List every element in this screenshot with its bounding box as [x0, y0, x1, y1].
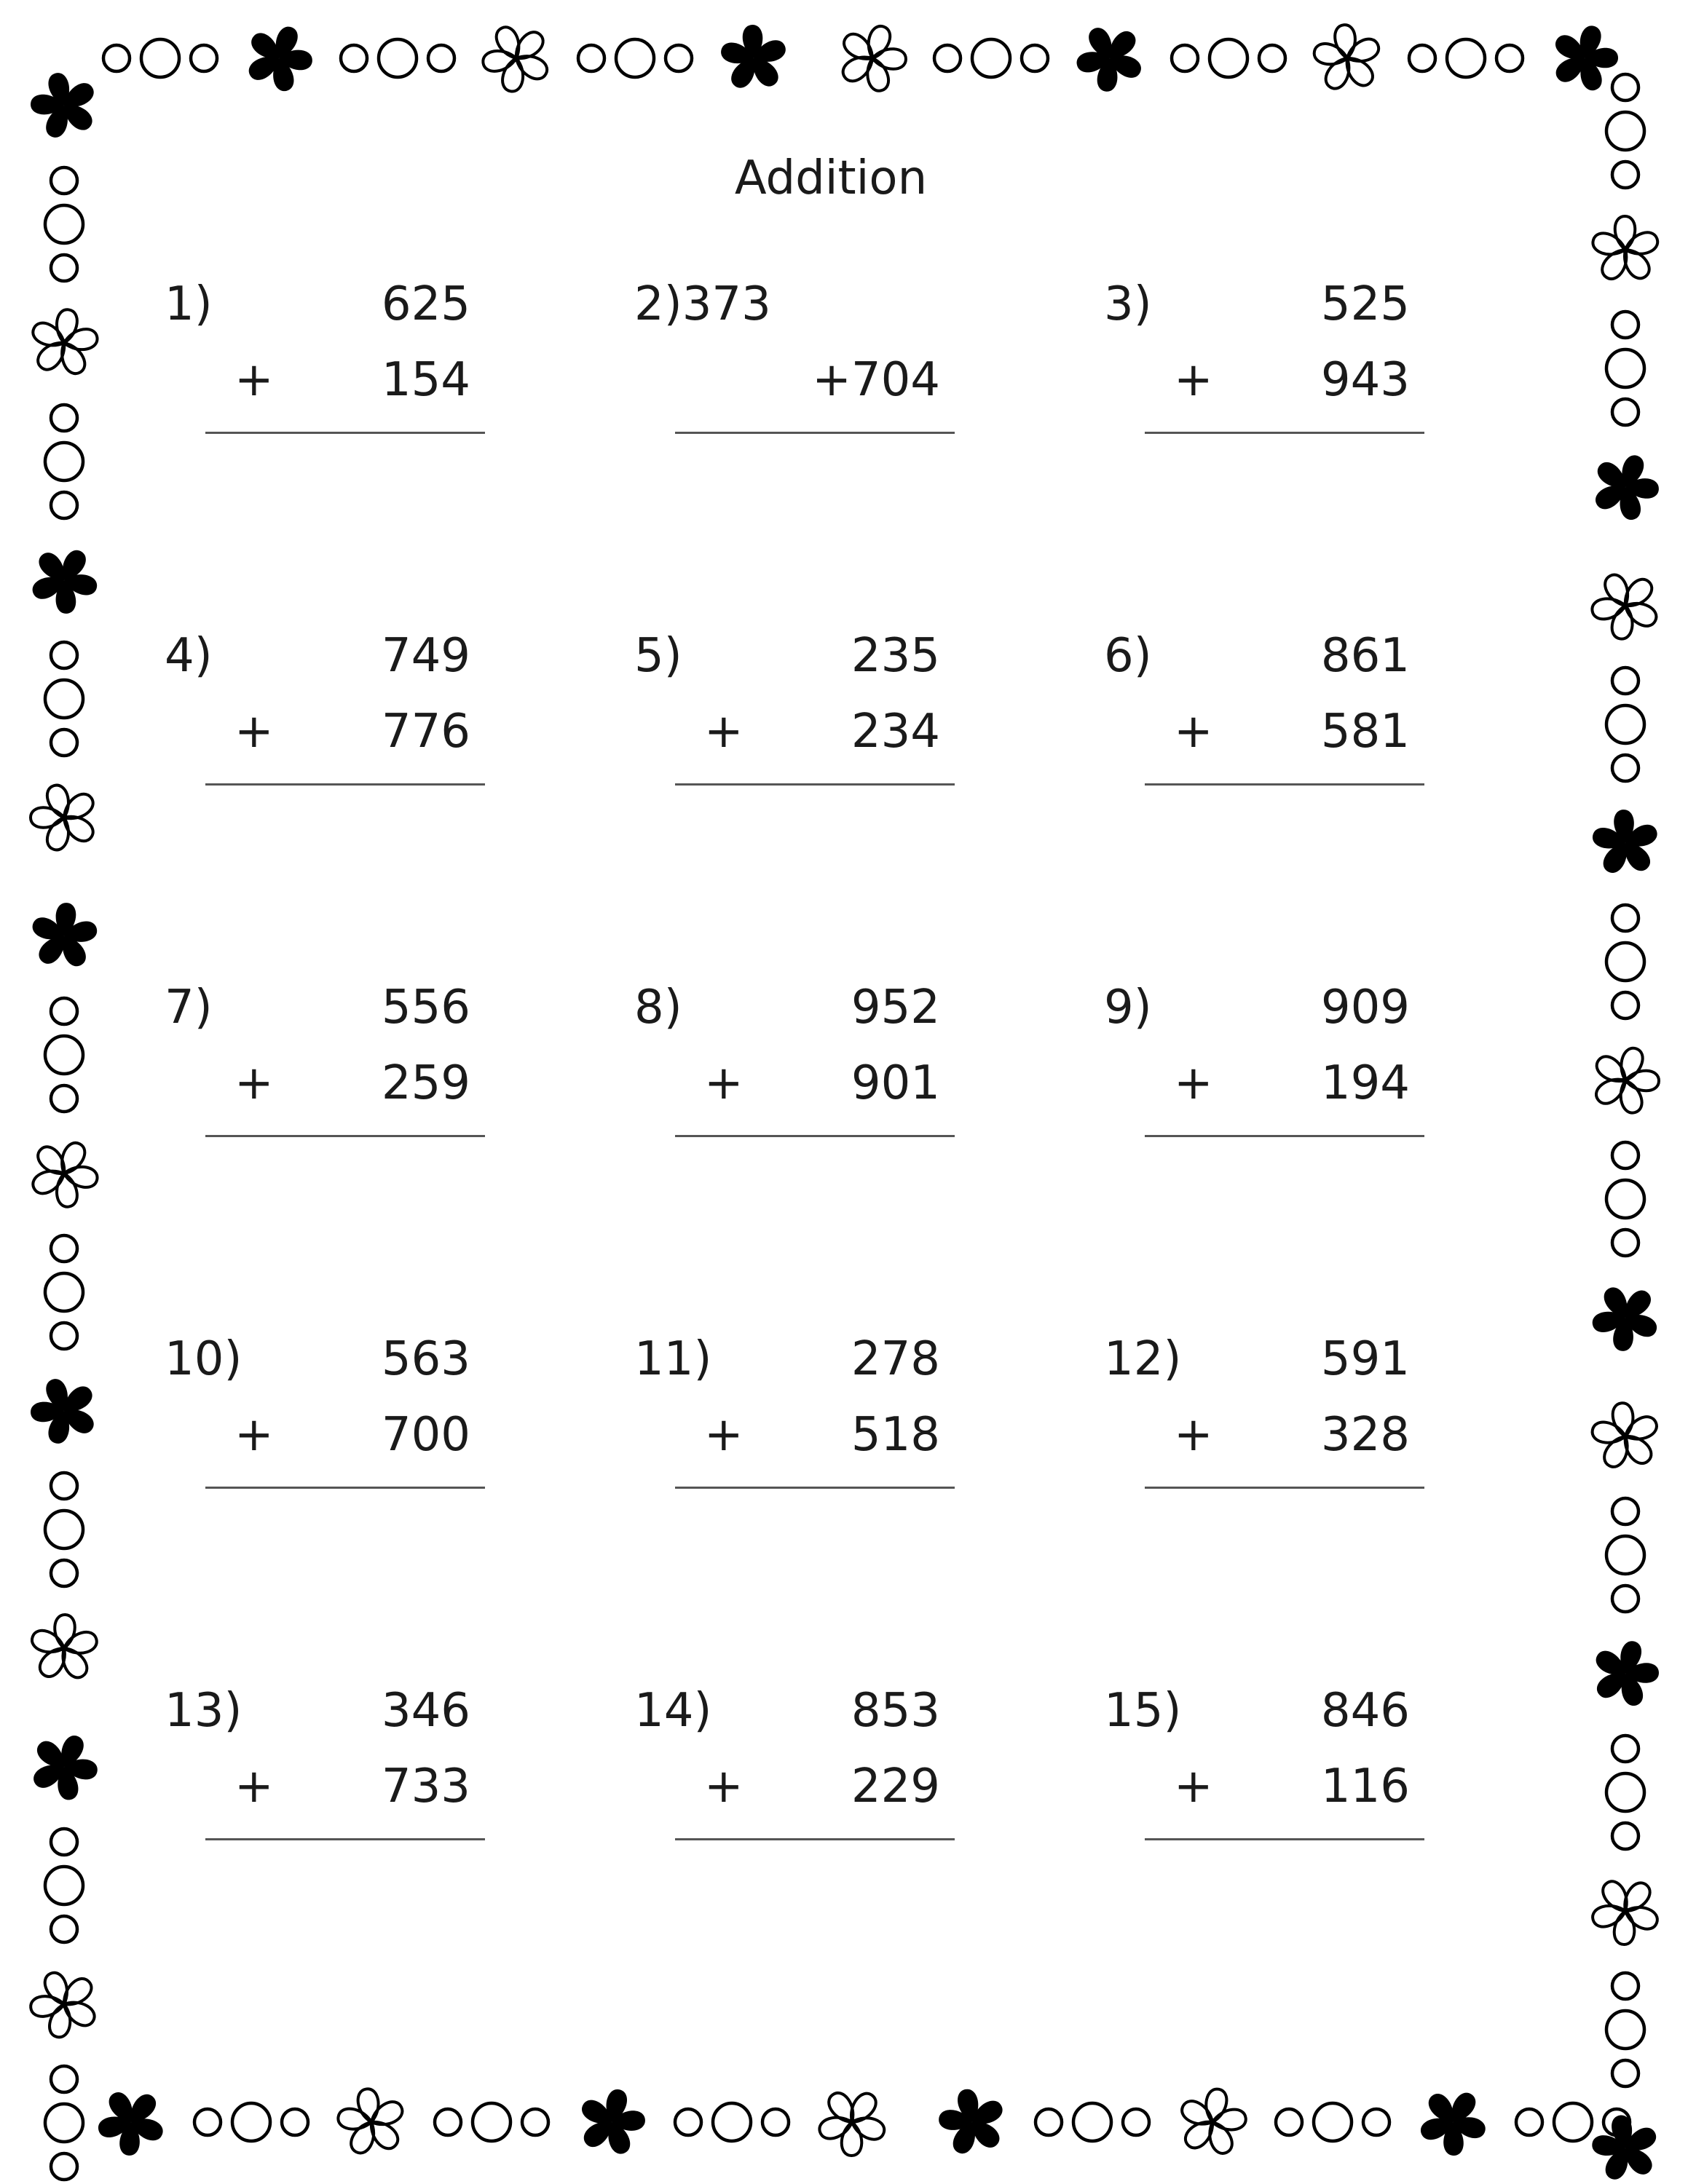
- answer-line[interactable]: [1145, 432, 1424, 434]
- circle-outline-icon: [1612, 1142, 1638, 1168]
- second-addend: 704: [851, 353, 940, 407]
- answer-line[interactable]: [1145, 1838, 1424, 1840]
- second-addend: 518: [851, 1408, 940, 1462]
- flower-solid-icon: [234, 14, 324, 103]
- circle-outline-icon: [45, 443, 83, 480]
- circle-outline-icon: [1276, 2109, 1302, 2135]
- circle-outline-icon: [1606, 705, 1644, 743]
- flower-solid-icon: [1062, 10, 1158, 106]
- circle-outline-icon: [1606, 349, 1644, 387]
- circle-outline-icon: [1606, 112, 1644, 150]
- circle-outline-icon: [45, 1036, 83, 1074]
- answer-line[interactable]: [1145, 1135, 1424, 1137]
- flower-outline-icon: [326, 2076, 417, 2168]
- circle-outline-icon: [1073, 2103, 1111, 2141]
- plus-sign: +: [704, 1760, 744, 1813]
- circle-outline-icon: [428, 45, 454, 71]
- circle-outline-icon: [51, 2066, 77, 2092]
- plus-sign: +: [234, 1056, 274, 1110]
- flower-outline-icon: [1172, 2083, 1253, 2161]
- circle-outline-icon: [713, 2103, 751, 2141]
- second-addend: 901: [851, 1056, 940, 1110]
- problem-number-and-first-addend: [634, 275, 771, 333]
- flower-solid-icon: [569, 2081, 653, 2163]
- circle-outline-icon: [45, 1511, 83, 1548]
- answer-line[interactable]: [675, 1487, 955, 1489]
- plus-sign: +: [1174, 353, 1213, 407]
- plus-sign: +: [704, 1056, 744, 1110]
- problem-10: [165, 1330, 470, 1548]
- problem-number: 8): [634, 981, 682, 1034]
- flower-outline-icon: [1582, 1037, 1670, 1123]
- problem-number: 11): [634, 1332, 712, 1386]
- flower-outline-icon: [17, 769, 111, 865]
- problem-number: 14): [634, 1684, 712, 1738]
- second-addend: 943: [1320, 353, 1410, 407]
- first-addend: 749: [381, 629, 470, 683]
- circle-outline-icon: [1606, 1773, 1644, 1811]
- second-addend: 328: [1320, 1408, 1410, 1462]
- circle-outline-icon: [51, 1829, 77, 1855]
- flower-solid-icon: [17, 58, 111, 153]
- circle-outline-icon: [51, 642, 77, 668]
- problem-4: [165, 627, 470, 845]
- plus-sign: +: [234, 353, 274, 407]
- first-addend: 278: [851, 1332, 940, 1386]
- flower-outline-icon: [17, 1128, 111, 1219]
- circle-outline-icon: [1210, 39, 1247, 77]
- circle-outline-icon: [191, 45, 217, 71]
- flower-solid-icon: [926, 2075, 1019, 2169]
- problem-number: 3): [1104, 277, 1152, 331]
- flower-solid-icon: [17, 1363, 112, 1459]
- circle-outline-icon: [666, 45, 692, 71]
- second-addend: 116: [1320, 1760, 1410, 1813]
- second-addend: 259: [381, 1056, 470, 1110]
- problem-number: 2): [634, 277, 682, 331]
- circle-outline-icon: [1022, 45, 1048, 71]
- circle-outline-icon: [1612, 1498, 1638, 1524]
- circle-outline-icon: [232, 2103, 270, 2141]
- problem-7: [165, 978, 470, 1197]
- circle-outline-icon: [51, 492, 77, 518]
- first-addend: 563: [381, 1332, 470, 1386]
- circle-outline-icon: [51, 1560, 77, 1586]
- circle-outline-icon: [1259, 45, 1285, 71]
- circle-outline-icon: [522, 2109, 548, 2135]
- answer-line[interactable]: [205, 1135, 485, 1137]
- circle-outline-icon: [1612, 992, 1638, 1018]
- first-addend: 909: [1320, 981, 1410, 1034]
- plus-sign: +: [234, 1408, 274, 1462]
- circle-outline-icon: [1612, 2060, 1638, 2086]
- circle-outline-icon: [934, 45, 961, 71]
- circle-outline-icon: [1123, 2109, 1149, 2135]
- problem-9: [1104, 978, 1410, 1197]
- second-addend: 154: [381, 353, 470, 407]
- plus-sign: +: [234, 705, 274, 759]
- problem-number: 12): [1104, 1332, 1182, 1386]
- circle-outline-icon: [51, 1916, 77, 1942]
- problem-5: [634, 627, 940, 845]
- flower-outline-icon: [1581, 1390, 1671, 1482]
- circle-outline-icon: [1612, 1973, 1638, 1999]
- circle-outline-icon: [1606, 943, 1644, 981]
- operator-and-second-addend: [812, 351, 940, 409]
- circle-outline-icon: [282, 2109, 308, 2135]
- circle-outline-icon: [194, 2109, 221, 2135]
- first-addend: 525: [1320, 277, 1410, 331]
- first-addend: 952: [851, 981, 940, 1034]
- first-addend: 853: [851, 1684, 940, 1738]
- problem-number: 10): [165, 1332, 242, 1386]
- first-addend: 556: [381, 981, 470, 1034]
- circle-outline-icon: [1612, 1230, 1638, 1256]
- problem-12: [1104, 1330, 1410, 1548]
- problem-1: [165, 275, 470, 494]
- circle-outline-icon: [45, 680, 83, 718]
- flower-solid-icon: [26, 900, 102, 972]
- circle-outline-icon: [1612, 399, 1638, 425]
- flower-solid-icon: [83, 2074, 179, 2170]
- problem-number: 9): [1104, 981, 1152, 1034]
- flower-solid-icon: [18, 1722, 110, 1811]
- circle-outline-icon: [1172, 45, 1198, 71]
- problem-14: [634, 1682, 940, 1900]
- circle-outline-icon: [51, 729, 77, 756]
- plus-sign: +: [1174, 1408, 1213, 1462]
- flower-outline-icon: [25, 305, 103, 381]
- flower-outline-icon: [28, 1613, 100, 1682]
- problem-11: [634, 1330, 940, 1548]
- flower-solid-icon: [1582, 1632, 1668, 1715]
- flower-solid-icon: [1542, 16, 1628, 100]
- first-addend: 591: [1320, 1332, 1410, 1386]
- flower-outline-icon: [16, 1956, 112, 2052]
- circle-outline-icon: [51, 1235, 77, 1262]
- problem-number: 5): [634, 629, 682, 683]
- problem-15: [1104, 1682, 1410, 1900]
- circle-outline-icon: [1554, 2103, 1592, 2141]
- flower-solid-icon: [1405, 2075, 1501, 2169]
- circle-outline-icon: [1612, 1586, 1638, 1612]
- plus-sign: +: [234, 1760, 274, 1813]
- circle-outline-icon: [1612, 905, 1638, 931]
- flower-outline-icon: [1577, 558, 1673, 654]
- plus-sign: +: [812, 353, 851, 407]
- answer-line[interactable]: [675, 1135, 955, 1137]
- plus-sign: +: [1174, 1056, 1213, 1110]
- problem-number: 6): [1104, 629, 1152, 683]
- worksheet-title: Addition: [734, 151, 928, 205]
- flower-outline-icon: [1303, 12, 1392, 103]
- answer-line[interactable]: [675, 783, 955, 786]
- answer-line[interactable]: [205, 432, 485, 434]
- flower-solid-icon: [17, 534, 111, 627]
- second-addend: 700: [381, 1408, 470, 1462]
- problem-number: 7): [165, 981, 213, 1034]
- answer-line[interactable]: [1145, 1487, 1424, 1489]
- circle-outline-icon: [1612, 312, 1638, 338]
- second-addend: 229: [851, 1760, 940, 1813]
- flower-outline-icon: [1583, 206, 1669, 294]
- circle-outline-icon: [1606, 1180, 1644, 1218]
- problem-number: 13): [165, 1684, 242, 1738]
- circle-outline-icon: [578, 45, 604, 71]
- circle-outline-icon: [51, 1473, 77, 1499]
- circle-outline-icon: [103, 45, 130, 71]
- answer-line[interactable]: [1145, 783, 1424, 786]
- circle-outline-icon: [1516, 2109, 1542, 2135]
- circle-outline-icon: [1036, 2109, 1062, 2135]
- answer-line[interactable]: [205, 1487, 485, 1489]
- second-addend: 733: [381, 1760, 470, 1813]
- circle-outline-icon: [1496, 45, 1523, 71]
- problem-number: 4): [165, 629, 213, 683]
- answer-line[interactable]: [205, 1838, 485, 1840]
- plus-sign: +: [1174, 705, 1213, 759]
- problem-number: 15): [1104, 1684, 1182, 1738]
- flower-outline-icon: [1577, 1863, 1673, 1958]
- flower-solid-icon: [710, 14, 797, 103]
- circle-outline-icon: [45, 205, 83, 243]
- circle-outline-icon: [762, 2109, 789, 2135]
- flower-outline-icon: [828, 15, 916, 101]
- circle-outline-icon: [51, 255, 77, 281]
- plus-sign: +: [1174, 1760, 1213, 1813]
- circle-outline-icon: [1606, 1536, 1644, 1574]
- circle-outline-icon: [1363, 2109, 1389, 2135]
- problem-3: [1104, 275, 1410, 494]
- circle-outline-icon: [1314, 2103, 1352, 2141]
- flower-outline-icon: [804, 2074, 900, 2169]
- circle-outline-icon: [435, 2109, 461, 2135]
- circle-outline-icon: [51, 1085, 77, 1112]
- circle-outline-icon: [45, 1867, 83, 1904]
- answer-line[interactable]: [205, 783, 485, 786]
- circle-outline-icon: [473, 2103, 510, 2141]
- circle-outline-icon: [141, 39, 179, 77]
- second-addend: 234: [851, 705, 940, 759]
- circle-outline-icon: [616, 39, 654, 77]
- circle-outline-icon: [341, 45, 367, 71]
- circle-outline-icon: [972, 39, 1010, 77]
- circle-outline-icon: [379, 39, 417, 77]
- problem-6: [1104, 627, 1410, 845]
- circle-outline-icon: [1606, 2011, 1644, 2049]
- second-addend: 776: [381, 705, 470, 759]
- first-addend: 373: [682, 277, 771, 331]
- circle-outline-icon: [1612, 1736, 1638, 1762]
- first-addend: 625: [381, 277, 470, 331]
- circle-outline-icon: [1612, 74, 1638, 100]
- answer-line[interactable]: [675, 1838, 955, 1840]
- plus-sign: +: [704, 705, 744, 759]
- flower-solid-icon: [1582, 798, 1670, 887]
- first-addend: 235: [851, 629, 940, 683]
- circle-outline-icon: [51, 2153, 77, 2180]
- circle-outline-icon: [45, 2104, 83, 2142]
- answer-line[interactable]: [675, 432, 955, 434]
- second-addend: 581: [1320, 705, 1410, 759]
- circle-outline-icon: [51, 405, 77, 431]
- circle-outline-icon: [51, 1323, 77, 1349]
- first-addend: 861: [1320, 629, 1410, 683]
- circle-outline-icon: [1612, 668, 1638, 694]
- circle-outline-icon: [45, 1273, 83, 1311]
- first-addend: 846: [1320, 1684, 1410, 1738]
- circle-outline-icon: [51, 998, 77, 1024]
- flower-solid-icon: [1577, 1270, 1673, 1366]
- problem-2: [634, 275, 940, 494]
- circle-outline-icon: [1409, 45, 1435, 71]
- circle-outline-icon: [1612, 1823, 1638, 1849]
- flower-solid-icon: [1581, 443, 1671, 531]
- flower-outline-icon: [468, 10, 564, 106]
- plus-sign: +: [704, 1408, 744, 1462]
- problem-8: [634, 978, 940, 1197]
- circle-outline-icon: [1447, 39, 1485, 77]
- circle-outline-icon: [1612, 755, 1638, 781]
- first-addend: 346: [381, 1684, 470, 1738]
- problem-number: 1): [165, 277, 213, 331]
- second-addend: 194: [1320, 1056, 1410, 1110]
- problem-13: [165, 1682, 470, 1900]
- circle-outline-icon: [675, 2109, 701, 2135]
